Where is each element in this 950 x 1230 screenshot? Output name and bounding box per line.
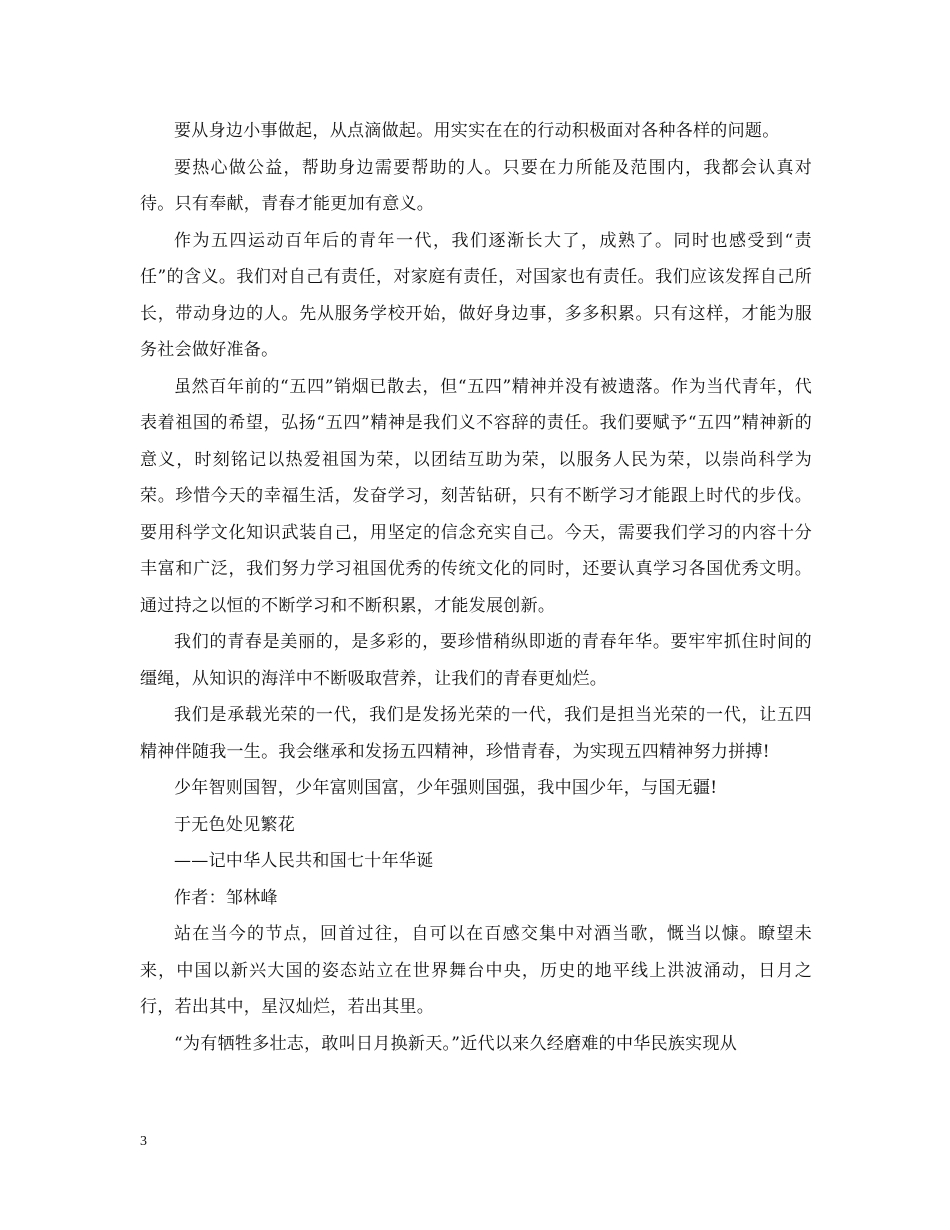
paragraph-3: 作为五四运动百年后的青年一代，我们逐渐长大了，成熟了。同时也感受到“责任”的含义。我们对自己有责任，对家庭有责任，对国家也有责任。我们应该发挥自己所长，带动身边的人。先从服务学校开始，做好身边事，多多积累。只有这样，才能为服务社会做好准备。 [140,230,812,360]
paragraph-7: 少年智则国智，少年富则国富，少年强则国强，我中国少年，与国无疆! [174,778,718,798]
paragraph-9: “为有牺牲多壮志，敢叫日月换新天。”近代以来久经磨难的中华民族实现从 [174,1033,738,1054]
paragraph-2: 要热心做公益，帮助身边需要帮助的人。只要在力所能及范围内，我都会认真对待。只有奉献，青春才能更加有意义。 [140,157,812,214]
body-text [140,113,812,1062]
essay-author: 作者：邹林峰 [174,887,278,908]
page-number: 3 [140,1134,147,1149]
paragraph-1: 要从身边小事做起，从点滴做起。用实实在在的行动积极面对各种各样的问题。 [174,121,780,141]
paragraph-6: 我们是承载光荣的一代，我们是发扬光荣的一代，我们是担当光荣的一代，让五四精神伴随我一生。我会继承和发扬五四精神，珍惜青春，为实现五四精神努力拼搏! [140,705,812,762]
paragraph-4: 虽然百年前的“五四”销烟已散去，但“五四”精神并没有被遗落。作为当代青年，代表着祖国的希望，弘扬“五四”精神是我们义不容辞的责任。我们要赋予“五四”精神新的意义，时刻铭记以热爱祖国为荣，以团结互助为荣，以服务人民为荣，以崇尚科学为荣。珍惜今天的幸福生活，发奋学习，刻苦钻研，只有不断学习才能跟上时代的步伐。要用科学文化知识武装自己，用坚定的信念充实自己。今天，需要我们学习的内容十分丰富和广泛，我们努力学习祖国优秀的传统文化的同时，还要认真学习各国优秀文明。通过持之以恒的不断学习和不断积累，才能发展创新。 [140,376,812,616]
essay-subtitle: ——记中华人民共和国七十年华诞 [174,851,434,871]
paragraph-5: 我们的青春是美丽的，是多彩的，要珍惜稍纵即逝的青春年华。要牢牢抓住时间的缰绳，从知识的海洋中不断吸取营养，让我们的青春更灿烂。 [140,632,812,689]
essay-title: 于无色处见繁花 [174,814,296,835]
paragraph-8: 站在当今的节点，回首过往，自可以在百感交集中对酒当歌，慨当以慷。瞭望未来，中国以新兴大国的姿态站立在世界舞台中央，历史的地平线上洪波涌动，日月之行，若出其中，星汉灿烂，若出其里。 [140,924,812,1017]
